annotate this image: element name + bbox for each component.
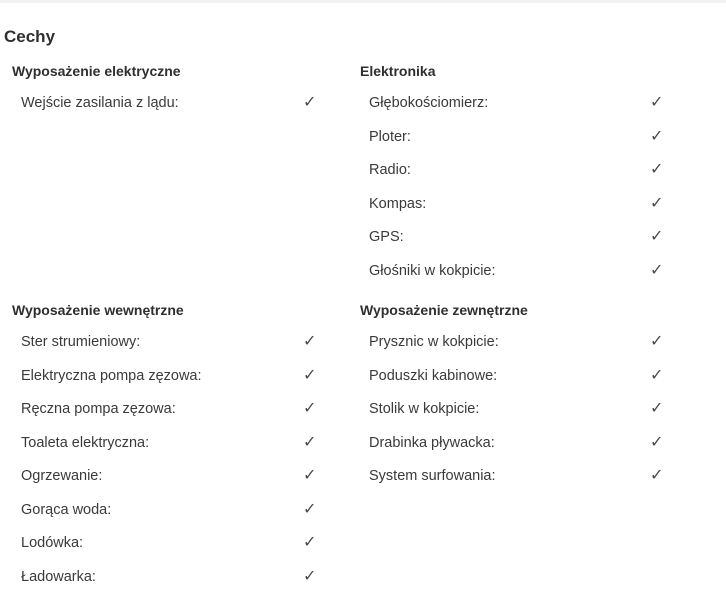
section-electronics: [360, 61, 680, 295]
feature-row-cabin-cushions: [360, 367, 680, 401]
section-title: Wyposażenie zewnętrzne: [360, 300, 680, 320]
feature-row-depth-sounder: [360, 94, 680, 128]
check-icon: ✓: [650, 333, 663, 351]
feature-row-electric-bilge-pump: [12, 367, 332, 401]
page-title: Cechy: [4, 27, 55, 47]
feature-row-surf-system: [360, 467, 680, 501]
section-title: Wyposażenie elektryczne: [12, 61, 332, 81]
feature-list: [360, 94, 680, 295]
check-icon: ✓: [650, 467, 663, 485]
feature-list: [12, 333, 332, 601]
feature-label: System surfowania:: [369, 467, 496, 485]
section-title: Elektronika: [360, 61, 680, 81]
feature-row-manual-bilge-pump: [12, 400, 332, 434]
feature-label: Ogrzewanie:: [21, 467, 102, 485]
feature-row-compass: [360, 195, 680, 229]
check-icon: ✓: [650, 161, 663, 179]
feature-label: Ładowarka:: [21, 568, 96, 586]
feature-label: Głośniki w kokpicie:: [369, 262, 496, 280]
feature-row-gps: [360, 228, 680, 262]
feature-row-shore-power: [12, 94, 332, 128]
feature-label: Stolik w kokpicie:: [369, 400, 479, 418]
feature-row-swim-ladder: [360, 434, 680, 468]
check-icon: ✓: [303, 534, 316, 552]
feature-label: Prysznic w kokpicie:: [369, 333, 499, 351]
feature-label: Ręczna pompa zęzowa:: [21, 400, 176, 418]
check-icon: ✓: [303, 94, 316, 112]
check-icon: ✓: [650, 400, 663, 418]
feature-label: Ster strumieniowy:: [21, 333, 140, 351]
check-icon: ✓: [650, 228, 663, 246]
top-divider: [0, 0, 726, 3]
feature-label: Wejście zasilania z lądu:: [21, 94, 179, 112]
feature-row-cockpit-table: [360, 400, 680, 434]
section-electrical-equipment: [12, 61, 332, 128]
feature-row-plotter: [360, 128, 680, 162]
check-icon: ✓: [650, 94, 663, 112]
feature-list: [360, 333, 680, 501]
feature-label: Lodówka:: [21, 534, 83, 552]
feature-label: Ploter:: [369, 128, 411, 146]
check-icon: ✓: [303, 501, 316, 519]
feature-label: GPS:: [369, 228, 404, 246]
feature-label: Elektryczna pompa zęzowa:: [21, 367, 202, 385]
check-icon: ✓: [650, 434, 663, 452]
feature-row-charger: [12, 568, 332, 601]
feature-label: Toaleta elektryczna:: [21, 434, 149, 452]
feature-row-cockpit-shower: [360, 333, 680, 367]
check-icon: ✓: [303, 400, 316, 418]
feature-list: [12, 94, 332, 128]
feature-row-bow-thruster: [12, 333, 332, 367]
check-icon: ✓: [650, 262, 663, 280]
feature-label: Głębokościomierz:: [369, 94, 488, 112]
feature-label: Drabinka pływacka:: [369, 434, 495, 452]
feature-label: Poduszki kabinowe:: [369, 367, 497, 385]
check-icon: ✓: [303, 333, 316, 351]
check-icon: ✓: [650, 195, 663, 213]
check-icon: ✓: [650, 367, 663, 385]
feature-row-heating: [12, 467, 332, 501]
section-title: Wyposażenie wewnętrzne: [12, 300, 332, 320]
check-icon: ✓: [303, 568, 316, 586]
check-icon: ✓: [303, 467, 316, 485]
check-icon: ✓: [650, 128, 663, 146]
feature-label: Gorąca woda:: [21, 501, 111, 519]
feature-label: Kompas:: [369, 195, 426, 213]
feature-row-radio: [360, 161, 680, 195]
section-interior-equipment: [12, 300, 332, 601]
feature-row-hot-water: [12, 501, 332, 535]
feature-row-electric-toilet: [12, 434, 332, 468]
section-exterior-equipment: [360, 300, 680, 501]
feature-row-cockpit-speakers: [360, 262, 680, 296]
feature-label: Radio:: [369, 161, 411, 179]
check-icon: ✓: [303, 367, 316, 385]
feature-row-fridge: [12, 534, 332, 568]
check-icon: ✓: [303, 434, 316, 452]
